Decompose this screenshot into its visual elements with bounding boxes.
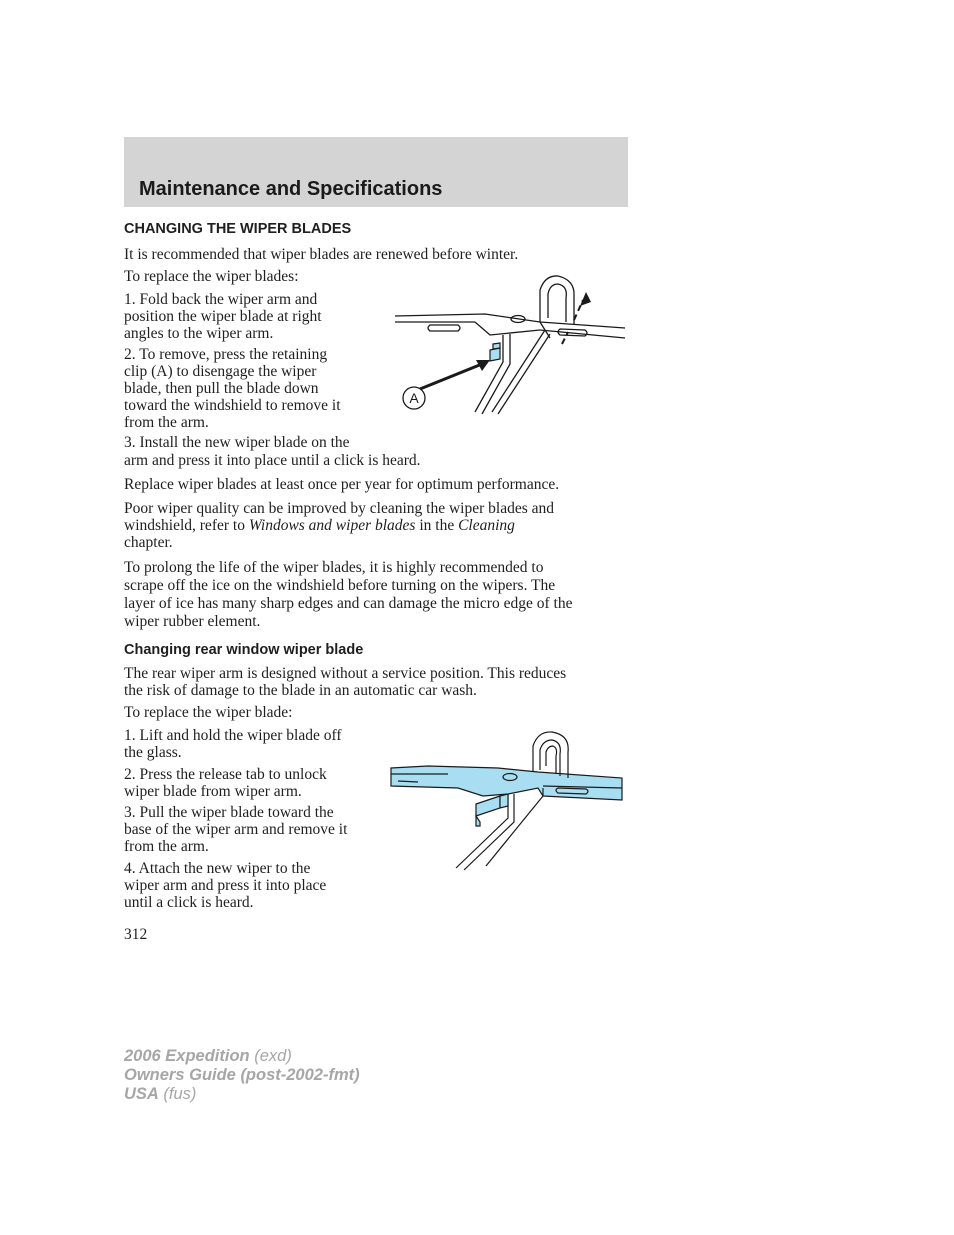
section-header-title: Maintenance and Specifications bbox=[139, 178, 443, 200]
rear-intro-paragraph bbox=[124, 665, 566, 699]
quality-line: chapter. bbox=[124, 534, 173, 551]
quality-line: Poor wiper quality can be improved by cleaning the wiper blades and bbox=[124, 500, 554, 517]
step-1-line: position the wiper blade at right bbox=[124, 308, 322, 325]
footer-market-code: (fus) bbox=[158, 1085, 197, 1103]
prolong-line: To prolong the life of the wiper blades, it is highly recommended to bbox=[124, 559, 544, 576]
footer-line-3 bbox=[124, 1085, 360, 1104]
step-2-line: 2. To remove, press the retaining bbox=[124, 346, 328, 363]
step-1-front bbox=[124, 291, 322, 342]
footer-market: USA bbox=[124, 1085, 159, 1103]
rear-step-3-line: 3. Pull the wiper blade toward the bbox=[124, 804, 334, 821]
rear-step-4-line: 4. Attach the new wiper to the bbox=[124, 860, 311, 877]
step-3-line: arm and press it into place until a click is heard. bbox=[124, 452, 421, 469]
step-2-line: toward the windshield to remove it bbox=[124, 397, 341, 414]
rear-step-4-line: wiper arm and press it into place bbox=[124, 877, 327, 894]
footer-model-code: (exd) bbox=[249, 1047, 292, 1065]
cleaning-chapter-reference: Cleaning bbox=[458, 517, 515, 534]
rear-step-2-line: wiper blade from wiper arm. bbox=[124, 783, 302, 800]
prolong-paragraph bbox=[124, 559, 572, 631]
step-1-line: 1. Fold back the wiper arm and bbox=[124, 291, 318, 308]
quality-text: in the bbox=[415, 517, 459, 534]
rear-step-1-line: 1. Lift and hold the wiper blade off bbox=[124, 727, 342, 744]
step-2-front bbox=[124, 346, 341, 431]
front-wiper-figure bbox=[390, 272, 630, 417]
step-2-line: blade, then pull the blade down bbox=[124, 380, 319, 397]
replace-note: Replace wiper blades at least once per year for optimum performance. bbox=[124, 476, 560, 493]
footer-line-2 bbox=[124, 1066, 360, 1085]
heading-changing-wiper-blades: CHANGING THE WIPER BLADES bbox=[124, 221, 352, 237]
rear-lead-paragraph: To replace the wiper blade: bbox=[124, 704, 293, 721]
quality-text: windshield, refer to bbox=[124, 517, 249, 534]
rear-wiper-figure bbox=[388, 726, 628, 872]
page-number: 312 bbox=[124, 926, 148, 943]
step-3-rear bbox=[124, 804, 347, 855]
quality-line bbox=[124, 517, 554, 534]
prolong-line: layer of ice has many sharp edges and can damage the micro edge of the bbox=[124, 595, 573, 612]
windows-wiper-reference: Windows and wiper blades bbox=[248, 517, 416, 534]
step-2-rear bbox=[124, 766, 327, 800]
prolong-line: scrape off the ice on the windshield before turning on the wipers. The bbox=[124, 577, 556, 594]
rear-step-2-line: 2. Press the release tab to unlock bbox=[124, 766, 327, 783]
footer-guide: Owners Guide (post-2002-fmt) bbox=[124, 1066, 360, 1084]
step-2-line: clip (A) to disengage the wiper bbox=[124, 363, 317, 380]
rear-step-3-line: base of the wiper arm and remove it bbox=[124, 821, 348, 838]
heading-rear-wiper: Changing rear window wiper blade bbox=[124, 642, 364, 658]
quality-paragraph bbox=[124, 500, 554, 551]
step-2-line: from the arm. bbox=[124, 414, 209, 431]
clip-a-label: A bbox=[409, 390, 419, 406]
rear-step-3-line: from the arm. bbox=[124, 838, 209, 855]
footer-line-1 bbox=[124, 1047, 360, 1066]
rear-step-1-line: the glass. bbox=[124, 744, 182, 761]
prolong-line: wiper rubber element. bbox=[124, 613, 261, 630]
lead-paragraph: To replace the wiper blades: bbox=[124, 268, 299, 285]
rear-intro-line: The rear wiper arm is designed without a service position. This reduces bbox=[124, 665, 567, 682]
step-3-front bbox=[124, 434, 421, 469]
step-3-line: 3. Install the new wiper blade on the bbox=[124, 434, 350, 451]
intro-paragraph: It is recommended that wiper blades are renewed before winter. bbox=[124, 246, 519, 263]
step-1-rear bbox=[124, 727, 342, 761]
step-1-line: angles to the wiper arm. bbox=[124, 325, 274, 342]
rear-intro-line: the risk of damage to the blade in an automatic car wash. bbox=[124, 682, 477, 699]
footer-model: 2006 Expedition bbox=[124, 1047, 250, 1065]
section-header-band bbox=[124, 137, 628, 207]
rear-step-4-line: until a click is heard. bbox=[124, 894, 254, 911]
step-4-rear bbox=[124, 860, 326, 911]
document-footer bbox=[124, 1047, 360, 1104]
